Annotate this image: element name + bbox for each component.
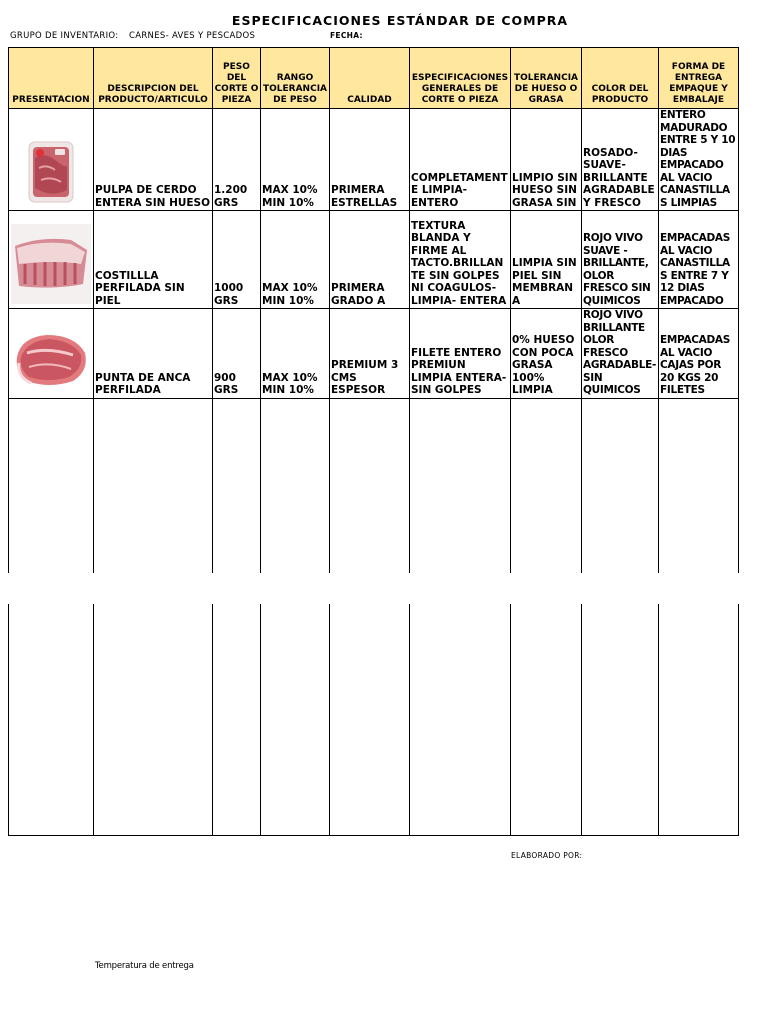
row1-especificaciones: COMPLETAMENTE LIMPIA-ENTERO (410, 109, 511, 211)
col-entrega: FORMA DE ENTREGA EMPAQUE Y EMBALAJE (659, 48, 739, 109)
col-presentacion: PRESENTACION (9, 48, 94, 109)
row1-rango: MAX 10% MIN 10% (261, 109, 330, 211)
blank-rows-section-1 (8, 385, 739, 573)
col-peso: PESO DEL CORTE O PIEZA (213, 48, 261, 109)
row2-especificaciones: TEXTURA BLANDA Y FIRME AL TACTO.BRILLANTE SIN GOLPES NI COAGULOS-LIMPIA- ENTERA (410, 211, 511, 309)
row3-color: ROJO VIVO BRILLANTE OLOR FRESCO AGRADABLE-SIN QUIMICOS (582, 309, 659, 399)
elaborado-label: ELABORADO POR: (511, 851, 583, 860)
row1-color: ROSADO-SUAVE-BRILLANTE AGRADABLE Y FRESCO (582, 109, 659, 211)
row3-tolerancia: 0% HUESO CON POCA GRASA 100% LIMPIA (511, 309, 582, 399)
blank-rows-section-2 (8, 604, 739, 836)
row3-calidad: PREMIUM 3 CMS ESPESOR (330, 309, 410, 399)
grupo-label: GRUPO DE INVENTARIO: (10, 31, 119, 41)
row2-entrega: EMPACADAS AL VACIO CANASTILLAS ENTRE 7 Y 12 DIAS EMPACADO (659, 211, 739, 309)
row2-calidad: PRIMERA GRADO A (330, 211, 410, 309)
row2-tolerancia: LIMPIA SIN PIEL SIN MEMBRANA (511, 211, 582, 309)
fecha-label: FECHA: (330, 31, 363, 40)
row2-rango: MAX 10% MIN 10% (261, 211, 330, 309)
row3-descripcion: PUNTA DE ANCA PERFILADA (94, 309, 213, 399)
col-especificaciones: ESPECIFICACIONES GENERALES DE CORTE O PIEZA (410, 48, 511, 109)
col-descripcion: DESCRIPCION DEL PRODUCTO/ARTICULO (94, 48, 213, 109)
row3-especificaciones: FILETE ENTERO PREMIUN LIMPIA ENTERA- SIN GOLPES (410, 309, 511, 399)
row1-descripcion: PULPA DE CERDO ENTERA SIN HUESO (94, 109, 213, 211)
row2-peso: 1000 GRS (213, 211, 261, 309)
col-color: COLOR DEL PRODUCTO (582, 48, 659, 109)
temperatura-label: Temperatura de entrega (95, 961, 194, 971)
ribs-image (9, 211, 94, 309)
table-row (9, 211, 739, 309)
grupo-value: CARNES- AVES Y PESCADOS (129, 31, 256, 41)
col-calidad: CALIDAD (330, 48, 410, 109)
row3-entrega: EMPACADAS AL VACIO CAJAS POR 20 KGS 20 FILETES (659, 309, 739, 399)
row1-tolerancia: LIMPIO SIN HUESO SIN GRASA SIN (511, 109, 582, 211)
blank-row (9, 385, 739, 573)
row1-peso: 1.200 GRS (213, 109, 261, 211)
specs-table (8, 47, 739, 399)
row3-rango: MAX 10% MIN 10% (261, 309, 330, 399)
header-row (9, 48, 739, 109)
col-rango: RANGO TOLERANCIA DE PESO (261, 48, 330, 109)
table-row (9, 109, 739, 211)
document-title: ESPECIFICACIONES ESTÁNDAR DE COMPRA (231, 13, 569, 28)
pork-package-image (9, 109, 94, 211)
col-tolerancia: TOLERANCIA DE HUESO O GRASA (511, 48, 582, 109)
blank-row (9, 604, 739, 836)
row1-entrega: ENTERO MADURADO ENTRE 5 Y 10 DIAS EMPACADO AL VACIO CANASTILLAS LIMPIAS (659, 109, 739, 211)
row3-peso: 900 GRS (213, 309, 261, 399)
row2-descripcion: COSTILLLA PERFILADA SIN PIEL (94, 211, 213, 309)
row2-color: ROJO VIVO SUAVE -BRILLANTE, OLOR FRESCO SIN QUIMICOS (582, 211, 659, 309)
row1-calidad: PRIMERA ESTRELLAS (330, 109, 410, 211)
